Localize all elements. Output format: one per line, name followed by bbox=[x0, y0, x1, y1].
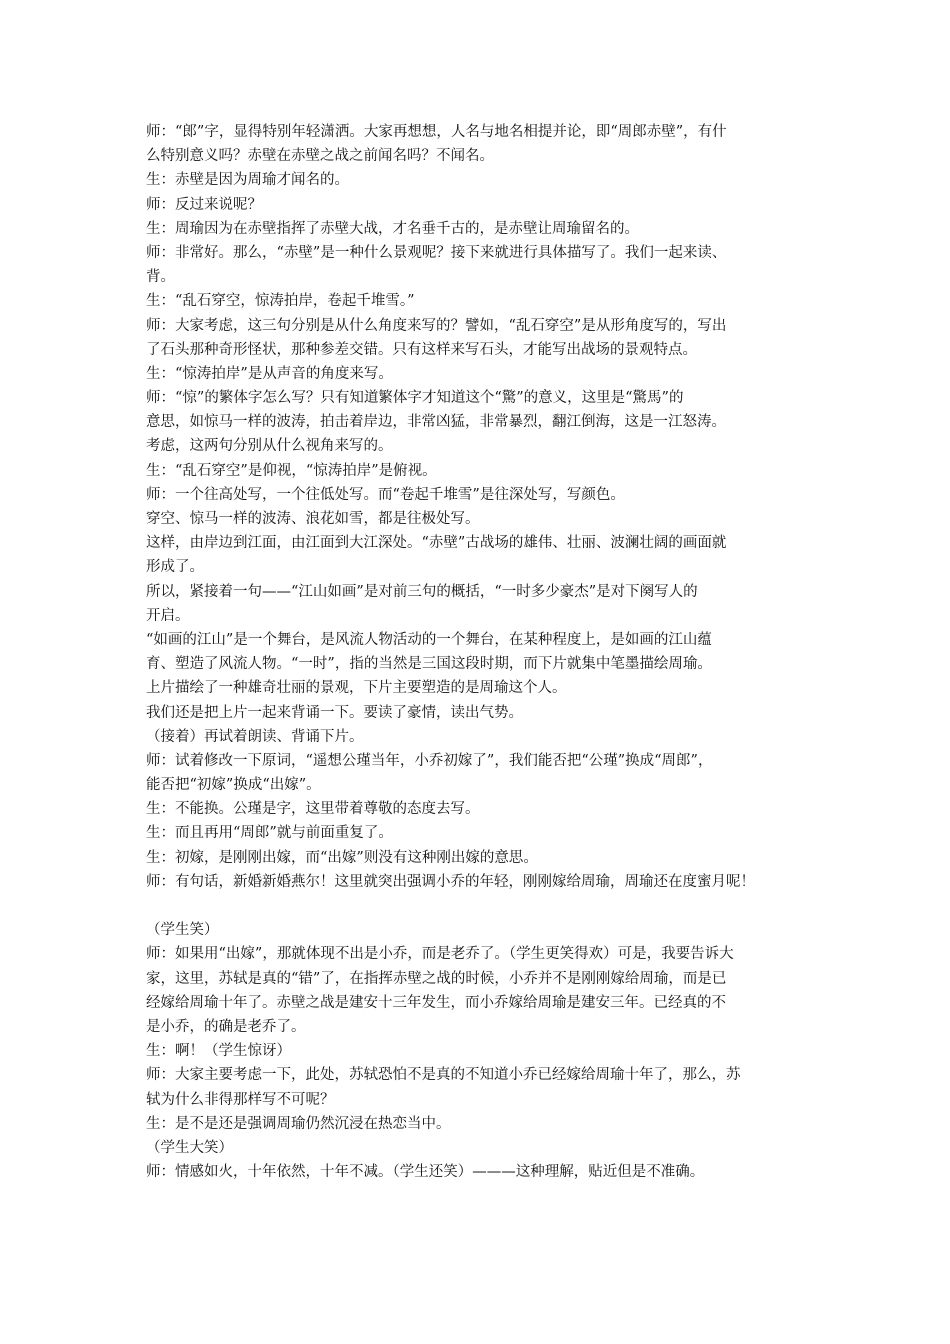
text-line: （学生大笑） bbox=[146, 1139, 233, 1156]
text-line: 师：“郎”字，显得特别年轻潇洒。大家再想想，人名与地名相提并论，即“周郎赤壁”，有什 bbox=[146, 124, 727, 140]
text-line: 生：初嫁，是刚刚出嫁，而“出嫁”则没有这种刚出嫁的意思。 bbox=[146, 849, 538, 866]
text-line: 了石头那种奇形怪状，那种参差交错。只有这样来写石头，才能写出战场的景观特点。 bbox=[146, 341, 697, 358]
text-line: 育、塑造了风流人物。“一时”，指的当然是三国这段时期，而下片就集中笔墨描绘周瑜。 bbox=[146, 656, 712, 673]
text-line: 师：“惊”的繁体字怎么写？只有知道繁体字才知道这个“驚”的意义，这里是“驚馬”的 bbox=[146, 390, 684, 407]
text-line: 我们还是把上片一起来背诵一下。要读了豪情，读出气势。 bbox=[146, 704, 523, 721]
text-line: 生：不能换。公瑾是字，这里带着尊敬的态度去写。 bbox=[146, 801, 480, 818]
text-line: 师：试着修改一下原词，“遥想公瑾当年，小乔初嫁了”，我们能否把“公瑾”换成“周郎”， bbox=[146, 752, 713, 769]
text-line: 生：而且再用“周郎”就与前面重复了。 bbox=[146, 825, 393, 842]
text-line: 生：周瑜因为在赤壁指挥了赤壁大战，才名垂千古的，是赤壁让周瑜留名的。 bbox=[146, 220, 639, 237]
text-line: 家，这里，苏轼是真的“错”了，在指挥赤壁之战的时候，小乔并不是刚刚嫁给周瑜，而是已 bbox=[146, 970, 727, 987]
text-line: 师：一个往高处写，一个往低处写。而“卷起千堆雪”是往深处写，写颜色。 bbox=[146, 486, 625, 503]
text-line: （接着）再试着朗读、背诵下片。 bbox=[146, 728, 364, 745]
text-line: 是小乔，的确是老乔了。 bbox=[146, 1018, 306, 1035]
text-line: 这样，由岸边到江面，由江面到大江深处。“赤壁”古战场的雄伟、壮丽、波澜壮阔的画面就 bbox=[146, 535, 727, 552]
text-line: 师：大家主要考虑一下，此处，苏轼恐怕不是真的不知道小乔已经嫁给周瑜十年了，那么，苏 bbox=[146, 1067, 741, 1084]
text-line: 生：赤壁是因为周瑜才闻名的。 bbox=[146, 172, 349, 189]
text-line: 能否把“初嫁”换成“出嫁”。 bbox=[146, 777, 321, 794]
text-line: 师：大家考虑，这三句分别是从什么角度来写的？譬如，“乱石穿空”是从形角度写的，写出 bbox=[146, 317, 727, 334]
text-line: 开启。 bbox=[146, 607, 190, 624]
text-line: 生：啊！（学生惊讶） bbox=[146, 1043, 291, 1060]
text-line: 轼为什么非得那样写不可呢？ bbox=[146, 1091, 335, 1108]
text-line: 穿空、惊马一样的波涛、浪花如雪，都是往极处写。 bbox=[146, 511, 480, 527]
text-line: 背。 bbox=[146, 269, 175, 286]
text-line: （学生笑） bbox=[146, 922, 219, 939]
text-line: 师：非常好。那么，“赤壁”是一种什么景观呢？接下来就进行具体描写了。我们一起来读、 bbox=[146, 244, 727, 261]
text-line: 师：反过来说呢？ bbox=[146, 196, 262, 213]
text-line: 考虑，这两句分别从什么视角来写的。 bbox=[146, 438, 393, 455]
text-line: 形成了。 bbox=[146, 559, 204, 576]
text-line: 生：“乱石穿空，惊涛拍岸，卷起千堆雪。” bbox=[146, 293, 415, 310]
text-line: 生：“惊涛拍岸”是从声音的角度来写。 bbox=[146, 365, 393, 382]
text-line: 么特别意义吗？赤壁在赤壁之战之前闻名吗？不闻名。 bbox=[146, 148, 494, 165]
text-line: “如画的江山”是一个舞台，是风流人物活动的一个舞台，在某种程度上，是如画的江山蕴 bbox=[146, 631, 712, 648]
text-line: 师：有句话，新婚新婚燕尔！这里就突出强调小乔的年轻，刚刚嫁给周瑜，周瑜还在度蜜月呢！ bbox=[146, 873, 755, 890]
document-body bbox=[146, 120, 814, 1184]
text-line: 经嫁给周瑜十年了。赤壁之战是建安十三年发生，而小乔嫁给周瑜是建安三年。已经真的不 bbox=[146, 994, 726, 1011]
text-line: 师：情感如火，十年依然，十年不减。（学生还笑）———这种理解，贴近但是不准确。 bbox=[146, 1164, 705, 1181]
text-line: 所以，紧接着一句——“江山如画”是对前三句的概括，“一时多少豪杰”是对下阕写人的 bbox=[146, 583, 698, 600]
blank-line bbox=[146, 894, 814, 918]
text-line: 生：“乱石穿空”是仰视，“惊涛拍岸”是俯视。 bbox=[146, 462, 437, 479]
text-line: 上片描绘了一种雄奇壮丽的景观，下片主要塑造的是周瑜这个人。 bbox=[146, 680, 567, 697]
text-line: 师：如果用“出嫁”，那就体现不出是小乔，而是老乔了。（学生更笑得欢）可是，我要告诉大 bbox=[146, 946, 734, 963]
text-line: 意思，如惊马一样的波涛，拍击着岸边，非常凶猛，非常暴烈，翻江倒海，这是一江怒涛。 bbox=[146, 414, 726, 431]
text-line: 生：是不是还是强调周瑜仍然沉浸在热恋当中。 bbox=[146, 1115, 451, 1132]
